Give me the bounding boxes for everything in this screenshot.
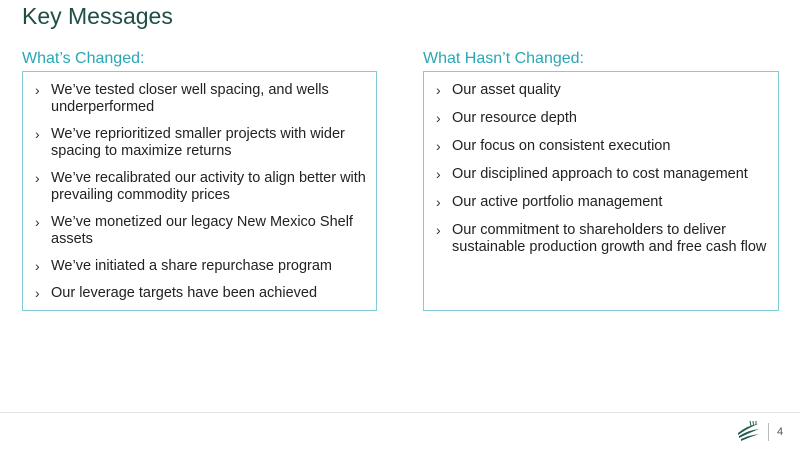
- list-item-text: Our leverage targets have been achieved: [51, 285, 318, 301]
- chevron-right-icon: ›: [436, 166, 441, 182]
- chevron-right-icon: ›: [35, 285, 40, 301]
- what-hasnt-changed-box: [423, 71, 779, 311]
- what-hasnt-changed-heading: What Hasn’t Changed:: [423, 50, 584, 67]
- list-item-text: Our disciplined approach to cost management: [452, 166, 748, 182]
- chevron-right-icon: ›: [436, 138, 441, 154]
- chevron-right-icon: ›: [35, 214, 40, 230]
- list-item-text: We’ve tested closer well spacing, and wells underperformed: [51, 82, 329, 115]
- chevron-right-icon: ›: [35, 82, 40, 98]
- list-item: [23, 170, 376, 204]
- list-item-text: We’ve monetized our legacy New Mexico Shelf assets: [51, 214, 353, 247]
- list-item: [23, 285, 376, 302]
- list-item: [23, 258, 376, 275]
- list-item-text: Our commitment to shareholders to deliver sustainable production growth and free cash flow: [452, 222, 767, 255]
- slide-title: Key Messages: [22, 3, 173, 29]
- list-item: [23, 82, 376, 116]
- list-item-text: Our active portfolio management: [452, 194, 663, 210]
- list-item: [424, 82, 778, 99]
- list-item-text: We’ve recalibrated our activity to align better with prevailing commodity prices: [51, 170, 366, 203]
- chevron-right-icon: ›: [35, 258, 40, 274]
- footer-divider-line: [0, 412, 800, 413]
- list-item: [23, 214, 376, 248]
- whats-changed-heading: What’s Changed:: [22, 50, 145, 67]
- whats-changed-box: [22, 71, 377, 311]
- company-logo-icon: [736, 420, 760, 442]
- list-item: [424, 166, 778, 183]
- list-item-text: We’ve initiated a share repurchase program: [51, 258, 333, 274]
- chevron-right-icon: ›: [436, 222, 441, 238]
- list-item-text: Our asset quality: [452, 82, 561, 98]
- list-item: [424, 138, 778, 155]
- page-number: 4: [777, 426, 784, 438]
- list-item-text: Our focus on consistent execution: [452, 138, 671, 154]
- footer-separator: [768, 423, 769, 441]
- chevron-right-icon: ›: [436, 82, 441, 98]
- list-item: [424, 194, 778, 211]
- chevron-right-icon: ›: [436, 194, 441, 210]
- list-item: [23, 126, 376, 160]
- chevron-right-icon: ›: [436, 110, 441, 126]
- chevron-right-icon: ›: [35, 126, 40, 142]
- whats-changed-list: [23, 72, 376, 302]
- chevron-right-icon: ›: [35, 170, 40, 186]
- what-hasnt-changed-list: [424, 72, 778, 256]
- list-item: [424, 222, 778, 256]
- list-item-text: We’ve reprioritized smaller projects with wider spacing to maximize returns: [51, 126, 345, 159]
- list-item-text: Our resource depth: [452, 110, 577, 126]
- list-item: [424, 110, 778, 127]
